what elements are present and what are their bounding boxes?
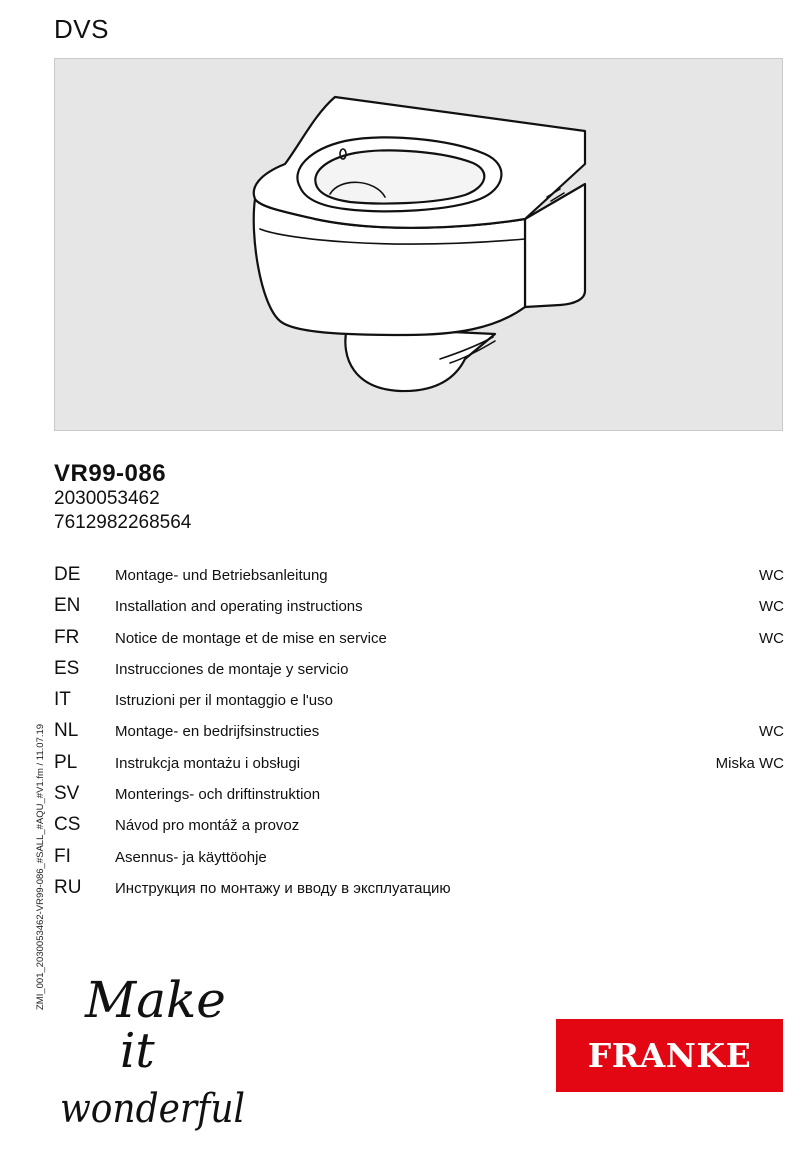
language-row-fr	[54, 625, 784, 656]
language-product: WC	[759, 629, 784, 647]
language-row-cs	[54, 812, 784, 843]
language-title: Montage- en bedrijfsinstructies	[115, 723, 320, 741]
language-title: Instrukcja montażu i obsługi	[115, 754, 301, 772]
brand-logo-text: FRANKE	[587, 1036, 752, 1075]
article-number: 2030053462	[54, 488, 160, 509]
language-code: ES	[54, 657, 80, 679]
language-code: SV	[54, 783, 80, 805]
language-row-it	[54, 687, 784, 718]
language-title: Istruzioni per il montaggio e l'uso	[115, 692, 333, 710]
language-title: Инструкция по монтажу и вводу в эксплуатацию	[115, 879, 451, 897]
document-title: DVS	[54, 14, 109, 44]
language-code: PL	[54, 751, 78, 773]
language-title: Notice de montage et de mise en service	[115, 629, 387, 647]
language-product: WC	[759, 723, 784, 741]
product-model: VR99-086	[54, 460, 167, 487]
language-code: EN	[54, 595, 81, 617]
document-file-reference: ZMI_001_2030053462-VR99-086_#SALL_#AQU_#V1.fm / 11.07.19	[35, 723, 46, 1010]
slogan-line-2: it	[120, 1023, 155, 1079]
language-code: NL	[54, 720, 79, 742]
language-row-pl	[54, 750, 784, 781]
language-title: Asennus- ja käyttöohje	[115, 848, 267, 866]
language-code: DE	[54, 564, 81, 585]
slogan-line-1: Make	[85, 971, 226, 1029]
ean-number: 7612982268564	[54, 512, 192, 533]
language-row-nl	[54, 718, 784, 749]
language-code: FI	[54, 845, 71, 867]
language-product: Miska WC	[715, 754, 784, 772]
language-row-sv	[54, 781, 784, 812]
language-product: WC	[759, 567, 784, 584]
language-product: WC	[759, 598, 784, 616]
language-row-fi	[54, 844, 784, 875]
slogan-line-3: wonderful	[60, 1086, 245, 1132]
language-code: FR	[54, 626, 80, 648]
language-title: Montage- und Betriebsanleitung	[115, 567, 328, 584]
language-code: CS	[54, 814, 81, 836]
language-row-en	[54, 593, 784, 624]
language-row-de	[54, 562, 784, 593]
language-row-ru	[54, 875, 784, 906]
franke-logo	[556, 1019, 783, 1092]
language-code: RU	[54, 876, 82, 898]
language-title: Monterings- och driftinstruktion	[115, 786, 321, 804]
language-title: Instrucciones de montaje y servicio	[115, 660, 349, 678]
handwritten-slogan-icon	[60, 962, 250, 1152]
language-list	[54, 562, 784, 906]
language-title: Installation and operating instructions	[115, 598, 363, 616]
product-illustration-panel	[54, 58, 783, 431]
slogan-make-it-wonderful	[60, 962, 250, 1157]
language-code: IT	[54, 689, 71, 711]
wall-hung-toilet-icon	[55, 59, 784, 432]
language-title: Návod pro montáž a provoz	[115, 817, 300, 835]
language-row-es	[54, 656, 784, 687]
